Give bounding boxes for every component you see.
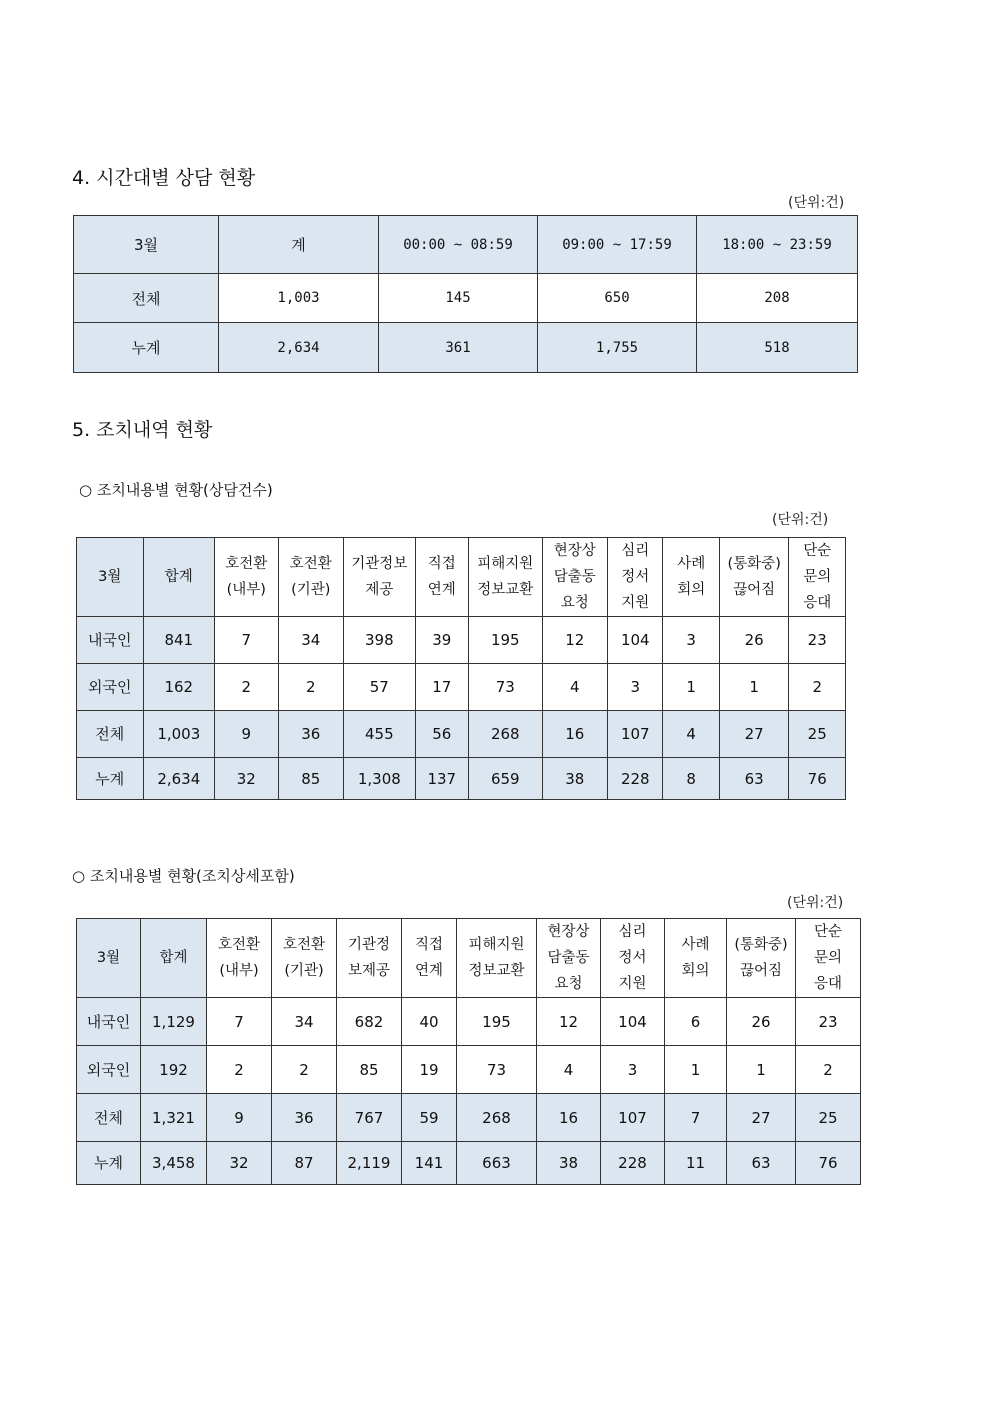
table-cell: 56 [415,711,468,758]
header-cell: 합계 [141,919,207,998]
table-cell: 85 [337,1046,402,1094]
table-row [74,274,858,323]
table-cell: 76 [789,758,846,800]
table-cell: 1 [727,1046,796,1094]
header-cell: 사례 회의 [665,919,727,998]
table-cell: 26 [727,998,796,1046]
row-label: 외국인 [77,1046,141,1094]
table-cell: 36 [278,711,344,758]
table-cell: 9 [215,711,278,758]
table-cell: 34 [272,998,337,1046]
row-label: 누계 [74,323,219,373]
table-cell: 104 [601,998,665,1046]
table-cell: 2 [207,1046,272,1094]
time-slot-table [73,215,858,373]
table-cell: 2 [789,664,846,711]
table-cell: 268 [457,1094,537,1142]
header-cell: 09:00 ~ 17:59 [538,216,697,274]
table-a-subtitle: ○ 조치내용별 현황(상담건수) [79,481,273,499]
table-cell: 650 [538,274,697,323]
table-cell: 663 [457,1142,537,1185]
table-cell: 162 [143,664,215,711]
header-cell: 3월 [77,919,141,998]
table-row [77,1094,861,1142]
table-cell: 107 [608,711,663,758]
table-cell: 17 [415,664,468,711]
header-cell: (통화중) 끊어짐 [719,538,789,617]
table-cell: 137 [415,758,468,800]
table-cell: 57 [344,664,416,711]
table-cell: 34 [278,617,344,664]
table-cell: 19 [402,1046,457,1094]
table-cell: 518 [697,323,858,373]
header-cell: 호전환 (내부) [207,919,272,998]
section-4-title: 4. 시간대별 상담 현황 [72,167,256,189]
header-cell: 기관정 보제공 [337,919,402,998]
header-cell: 합계 [143,538,215,617]
table-cell: 63 [727,1142,796,1185]
section-4-unit: (단위:건) [788,195,845,211]
table-row [77,758,846,800]
header-cell: 직접 연계 [415,538,468,617]
table-a-unit: (단위:건) [772,512,829,528]
table-row [77,617,846,664]
table-row [77,664,846,711]
table-row [77,1142,861,1185]
table-header-row [77,538,846,617]
action-table-consultations [76,537,846,800]
header-cell: 3월 [74,216,219,274]
header-cell: 호전환 (기관) [272,919,337,998]
table-header-row [77,919,861,998]
table-cell: 1,321 [141,1094,207,1142]
table-cell: 23 [789,617,846,664]
table-cell: 3 [601,1046,665,1094]
table-cell: 38 [537,1142,601,1185]
table-row [77,711,846,758]
table-row [74,323,858,373]
header-cell: 호전환 (내부) [215,538,278,617]
table-cell: 27 [719,711,789,758]
table-cell: 1 [665,1046,727,1094]
table-b-subtitle: ○ 조치내용별 현황(조치상세포함) [72,867,295,885]
table-cell: 659 [469,758,543,800]
table-cell: 76 [796,1142,861,1185]
header-cell: 단순 문의 응대 [796,919,861,998]
table-cell: 3 [608,664,663,711]
row-label: 내국인 [77,617,144,664]
table-cell: 2,634 [219,323,379,373]
header-cell: 피해지원 정보교환 [469,538,543,617]
table-cell: 1 [663,664,719,711]
table-cell: 9 [207,1094,272,1142]
table-cell: 1,129 [141,998,207,1046]
table-cell: 208 [697,274,858,323]
table-cell: 7 [665,1094,727,1142]
table-cell: 23 [796,998,861,1046]
row-label: 전체 [77,1094,141,1142]
table-cell: 228 [608,758,663,800]
table-cell: 2,634 [143,758,215,800]
table-cell: 73 [469,664,543,711]
table-cell: 107 [601,1094,665,1142]
header-cell: 현장상 담출동 요청 [537,919,601,998]
header-cell: 현장상 담출동 요청 [542,538,608,617]
table-cell: 26 [719,617,789,664]
row-label: 외국인 [77,664,144,711]
table-cell: 63 [719,758,789,800]
table-cell: 2,119 [337,1142,402,1185]
row-label: 전체 [77,711,144,758]
table-cell: 32 [207,1142,272,1185]
table-cell: 228 [601,1142,665,1185]
table-cell: 25 [796,1094,861,1142]
header-cell: 피해지원 정보교환 [457,919,537,998]
table-row [77,998,861,1046]
table-cell: 11 [665,1142,727,1185]
table-cell: 16 [537,1094,601,1142]
table-cell: 2 [215,664,278,711]
row-label: 누계 [77,1142,141,1185]
table-cell: 4 [537,1046,601,1094]
table-cell: 25 [789,711,846,758]
header-cell: 사례 회의 [663,538,719,617]
table-cell: 39 [415,617,468,664]
table-cell: 192 [141,1046,207,1094]
section-5-title: 5. 조치내역 현황 [72,419,213,441]
header-cell: 심리 정서 지원 [608,538,663,617]
header-cell: (통화중) 끊어짐 [727,919,796,998]
table-cell: 12 [542,617,608,664]
header-cell: 00:00 ~ 08:59 [379,216,538,274]
table-cell: 4 [663,711,719,758]
header-cell: 단순 문의 응대 [789,538,846,617]
table-cell: 7 [215,617,278,664]
table-cell: 16 [542,711,608,758]
table-header-row [74,216,858,274]
table-cell: 87 [272,1142,337,1185]
row-label: 누계 [77,758,144,800]
table-cell: 2 [796,1046,861,1094]
table-cell: 2 [278,664,344,711]
table-cell: 398 [344,617,416,664]
table-cell: 27 [727,1094,796,1142]
table-cell: 145 [379,274,538,323]
table-cell: 195 [469,617,543,664]
table-cell: 4 [542,664,608,711]
table-cell: 73 [457,1046,537,1094]
table-cell: 36 [272,1094,337,1142]
action-table-details [76,918,861,1185]
table-cell: 767 [337,1094,402,1142]
table-cell: 141 [402,1142,457,1185]
table-b-unit: (단위:건) [787,895,844,911]
table-cell: 361 [379,323,538,373]
table-cell: 1 [719,664,789,711]
table-cell: 59 [402,1094,457,1142]
table-cell: 38 [542,758,608,800]
table-cell: 104 [608,617,663,664]
table-cell: 841 [143,617,215,664]
table-cell: 268 [469,711,543,758]
table-cell: 1,003 [219,274,379,323]
table-cell: 3 [663,617,719,664]
table-row [77,1046,861,1094]
table-cell: 3,458 [141,1142,207,1185]
row-label: 전체 [74,274,219,323]
header-cell: 기관정보 제공 [344,538,416,617]
table-cell: 455 [344,711,416,758]
table-cell: 12 [537,998,601,1046]
table-cell: 8 [663,758,719,800]
header-cell: 3월 [77,538,144,617]
table-cell: 1,308 [344,758,416,800]
table-cell: 6 [665,998,727,1046]
header-cell: 호전환 (기관) [278,538,344,617]
header-cell: 계 [219,216,379,274]
header-cell: 심리 정서 지원 [601,919,665,998]
table-cell: 1,755 [538,323,697,373]
table-cell: 682 [337,998,402,1046]
row-label: 내국인 [77,998,141,1046]
table-cell: 195 [457,998,537,1046]
table-cell: 40 [402,998,457,1046]
table-cell: 1,003 [143,711,215,758]
table-cell: 32 [215,758,278,800]
header-cell: 직접 연계 [402,919,457,998]
header-cell: 18:00 ~ 23:59 [697,216,858,274]
table-cell: 2 [272,1046,337,1094]
table-cell: 85 [278,758,344,800]
table-cell: 7 [207,998,272,1046]
